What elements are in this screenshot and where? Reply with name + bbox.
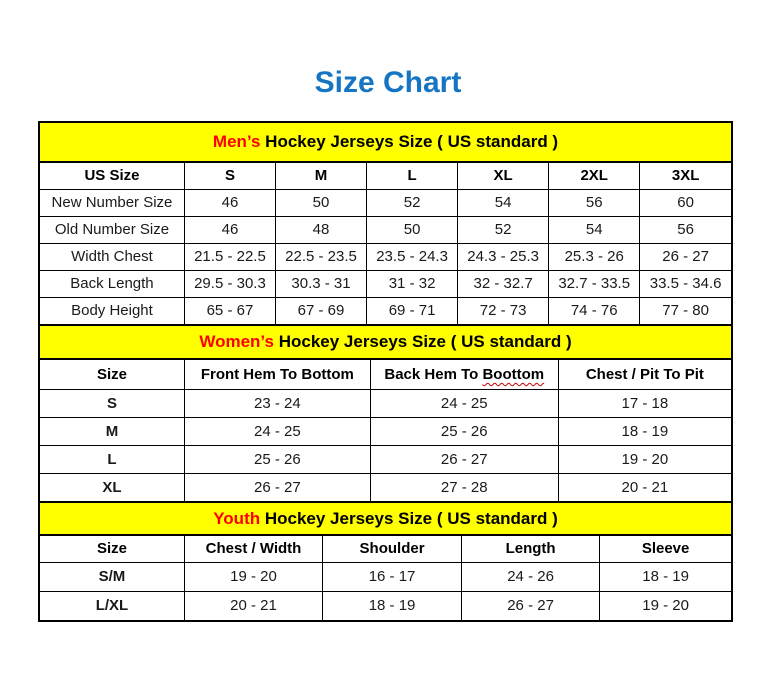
womens-band-row xyxy=(40,325,731,359)
mens-header-us-size: US Size xyxy=(40,162,184,189)
row-label: S xyxy=(40,389,184,417)
table-cell: 16 - 17 xyxy=(323,562,462,591)
row-label: L xyxy=(40,445,184,473)
table-cell: 32.7 - 33.5 xyxy=(549,270,640,297)
page-title: Size Chart xyxy=(314,66,462,99)
youth-header-shoulder: Shoulder xyxy=(323,535,462,562)
table-cell: 77 - 80 xyxy=(640,297,731,324)
table-cell: 24 - 25 xyxy=(184,417,370,445)
table-cell: 72 - 73 xyxy=(458,297,549,324)
row-label: New Number Size xyxy=(40,189,184,216)
mens-header-xl: XL xyxy=(458,162,549,189)
mens-header-m: M xyxy=(275,162,366,189)
table-cell: 24.3 - 25.3 xyxy=(458,243,549,270)
table-cell: 20 - 21 xyxy=(184,591,322,620)
row-label: L/XL xyxy=(40,591,184,620)
youth-header-row xyxy=(40,535,731,562)
table-cell: 25 - 26 xyxy=(370,417,558,445)
table-cell: 31 - 32 xyxy=(367,270,458,297)
mens-row-back-length xyxy=(40,270,731,297)
table-cell: 25.3 - 26 xyxy=(549,243,640,270)
table-cell: 69 - 71 xyxy=(367,297,458,324)
table-cell: 26 - 27 xyxy=(184,473,370,501)
youth-row-sm xyxy=(40,562,731,591)
table-cell: 20 - 21 xyxy=(558,473,731,501)
youth-band-highlight: Youth xyxy=(213,508,261,528)
mens-row-old-number xyxy=(40,216,731,243)
mens-band-row xyxy=(40,123,731,162)
womens-row-l xyxy=(40,445,731,473)
youth-header-length: Length xyxy=(461,535,599,562)
womens-size-table xyxy=(40,324,731,501)
table-cell: 26 - 27 xyxy=(370,445,558,473)
table-cell: 19 - 20 xyxy=(600,591,731,620)
womens-row-xl xyxy=(40,473,731,501)
mens-row-width-chest xyxy=(40,243,731,270)
womens-header-front-hem: Front Hem To Bottom xyxy=(184,359,370,389)
mens-band-rest: Hockey Jerseys Size ( US standard ) xyxy=(260,132,559,151)
table-cell: 54 xyxy=(549,216,640,243)
row-label: Back Length xyxy=(40,270,184,297)
table-cell: 32 - 32.7 xyxy=(458,270,549,297)
table-cell: 50 xyxy=(275,189,366,216)
table-cell: 54 xyxy=(458,189,549,216)
table-cell: 60 xyxy=(640,189,731,216)
table-cell: 67 - 69 xyxy=(275,297,366,324)
womens-band-rest: Hockey Jerseys Size ( US standard ) xyxy=(273,332,572,351)
table-cell: 18 - 19 xyxy=(558,417,731,445)
table-cell: 52 xyxy=(458,216,549,243)
table-cell: 46 xyxy=(184,189,275,216)
table-cell: 33.5 - 34.6 xyxy=(640,270,731,297)
table-cell: 26 - 27 xyxy=(461,591,599,620)
youth-band-title xyxy=(40,502,731,535)
table-cell: 50 xyxy=(367,216,458,243)
youth-header-chest-width: Chest / Width xyxy=(184,535,322,562)
table-cell: 25 - 26 xyxy=(184,445,370,473)
back-hem-prefix: Back Hem To xyxy=(384,365,483,383)
womens-band-highlight: Women’s xyxy=(199,332,274,351)
mens-header-s: S xyxy=(184,162,275,189)
youth-size-table xyxy=(40,501,731,620)
row-label: M xyxy=(40,417,184,445)
table-cell: 29.5 - 30.3 xyxy=(184,270,275,297)
mens-row-body-height xyxy=(40,297,731,324)
table-cell: 56 xyxy=(549,189,640,216)
row-label: XL xyxy=(40,473,184,501)
table-cell: 19 - 20 xyxy=(184,562,322,591)
womens-header-size: Size xyxy=(40,359,184,389)
youth-band-row xyxy=(40,502,731,535)
mens-header-3xl: 3XL xyxy=(640,162,731,189)
table-cell: 23 - 24 xyxy=(184,389,370,417)
table-cell: 18 - 19 xyxy=(323,591,462,620)
womens-header-back-hem xyxy=(370,359,558,389)
youth-header-size: Size xyxy=(40,535,184,562)
womens-row-s xyxy=(40,389,731,417)
row-label: S/M xyxy=(40,562,184,591)
womens-header-chest: Chest / Pit To Pit xyxy=(558,359,731,389)
youth-header-sleeve: Sleeve xyxy=(600,535,731,562)
row-label: Body Height xyxy=(40,297,184,324)
table-cell: 52 xyxy=(367,189,458,216)
mens-row-new-number xyxy=(40,189,731,216)
table-cell: 17 - 18 xyxy=(558,389,731,417)
mens-header-row xyxy=(40,162,731,189)
table-cell: 30.3 - 31 xyxy=(275,270,366,297)
mens-header-2xl: 2XL xyxy=(549,162,640,189)
table-cell: 19 - 20 xyxy=(558,445,731,473)
table-cell: 18 - 19 xyxy=(600,562,731,591)
table-cell: 65 - 67 xyxy=(184,297,275,324)
table-cell: 74 - 76 xyxy=(549,297,640,324)
table-cell: 26 - 27 xyxy=(640,243,731,270)
table-cell: 21.5 - 22.5 xyxy=(184,243,275,270)
misspelled-word: Boottom xyxy=(482,365,545,383)
womens-header-row xyxy=(40,359,731,389)
youth-band-rest: Hockey Jerseys Size ( US standard ) xyxy=(260,508,558,528)
mens-size-table xyxy=(40,123,731,324)
row-label: Old Number Size xyxy=(40,216,184,243)
table-cell: 24 - 26 xyxy=(461,562,599,591)
table-cell: 27 - 28 xyxy=(370,473,558,501)
table-cell: 23.5 - 24.3 xyxy=(367,243,458,270)
table-cell: 56 xyxy=(640,216,731,243)
table-cell: 48 xyxy=(275,216,366,243)
mens-header-l: L xyxy=(367,162,458,189)
table-cell: 46 xyxy=(184,216,275,243)
mens-band-title xyxy=(40,123,731,162)
table-cell: 24 - 25 xyxy=(370,389,558,417)
row-label: Width Chest xyxy=(40,243,184,270)
womens-row-m xyxy=(40,417,731,445)
womens-band-title xyxy=(40,325,731,359)
youth-row-lxl xyxy=(40,591,731,620)
size-chart-tables xyxy=(38,121,733,622)
mens-band-highlight: Men’s xyxy=(212,132,261,151)
table-cell: 22.5 - 23.5 xyxy=(275,243,366,270)
